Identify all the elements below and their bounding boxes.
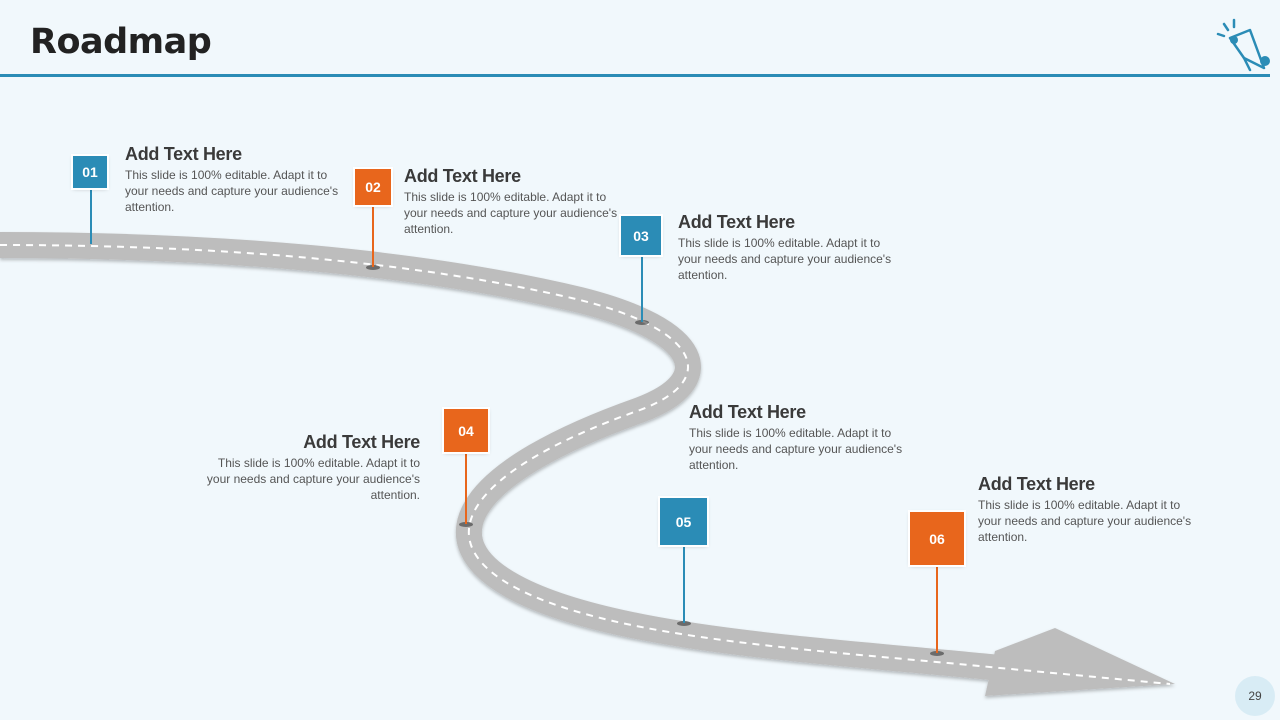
milestone-text: [205, 431, 420, 503]
milestone-heading: Add Text Here: [404, 166, 521, 186]
milestone-body: This slide is 100% editable. Adapt it to your needs and capture your audience's attention.: [689, 426, 903, 472]
marker-pole: [90, 188, 92, 244]
milestone-heading: Add Text Here: [978, 474, 1095, 494]
milestone-flag: 03: [621, 216, 661, 255]
milestone-flag: 04: [444, 409, 488, 452]
milestone-flag: 05: [660, 498, 707, 545]
milestone-text: [125, 143, 340, 215]
milestone-text: [678, 211, 893, 283]
milestone-flag: 02: [355, 169, 391, 205]
milestone-heading: Add Text Here: [689, 402, 806, 422]
page-title: Roadmap: [30, 22, 212, 62]
marker-pole: [936, 565, 938, 653]
marker-pole: [465, 452, 467, 524]
marker-pole: [372, 205, 374, 267]
milestone-body: This slide is 100% editable. Adapt it to your needs and capture your audience's attention.: [678, 236, 892, 282]
milestone-body: This slide is 100% editable. Adapt it to your needs and capture your audience's attention.: [206, 456, 420, 502]
milestone-flag: 01: [73, 156, 107, 188]
page-number: 29: [1235, 676, 1275, 716]
marker-pole: [641, 255, 643, 322]
milestone-body: This slide is 100% editable. Adapt it to your needs and capture your audience's attention.: [125, 168, 339, 214]
marker-pole: [683, 545, 685, 623]
milestone-heading: Add Text Here: [678, 212, 795, 232]
milestone-text: [689, 401, 904, 473]
milestone-flag: 06: [910, 512, 964, 565]
milestone-body: This slide is 100% editable. Adapt it to your needs and capture your audience's attention.: [978, 498, 1192, 544]
milestone-heading: Add Text Here: [125, 144, 242, 164]
milestone-heading: Add Text Here: [303, 432, 420, 452]
milestone-body: This slide is 100% editable. Adapt it to your needs and capture your audience's attention.: [404, 190, 618, 236]
milestone-text: [404, 165, 619, 237]
milestone-text: [978, 473, 1193, 545]
